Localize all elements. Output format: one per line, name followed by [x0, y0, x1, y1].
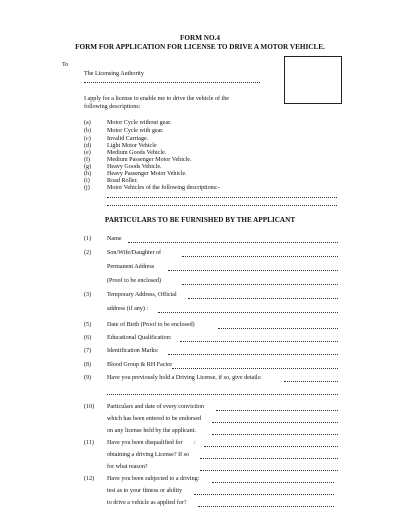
official-address-label: address (if any) :: [107, 306, 149, 312]
intro-line-2: following descriptions:: [84, 104, 141, 110]
driving-test-label: Have you been subjected to a driving:: [107, 476, 200, 482]
vehicle-label: Invalid Carriage.: [107, 136, 149, 142]
date-of-birth-label: Date of Birth (Proof to be enclosed): [107, 322, 195, 328]
relation-input-line[interactable]: [182, 256, 338, 257]
field-number: (5): [84, 322, 92, 328]
disqualified-input-line[interactable]: [204, 446, 338, 447]
vehicle-code: (a): [84, 120, 91, 126]
particulars-heading: PARTICULARS TO BE FURNISHED BY THE APPLICANT: [104, 216, 296, 224]
education-input-line[interactable]: [180, 341, 338, 342]
driving-test-input-line-3[interactable]: [198, 506, 334, 507]
field-number: (9): [84, 375, 92, 381]
vehicle-description-line-1[interactable]: [107, 197, 337, 198]
permanent-address-proof-label: (Proof to be enclosed): [107, 278, 161, 284]
field-number: (8): [84, 362, 92, 368]
vehicle-code: (h): [84, 171, 92, 177]
identification-marks-input-line[interactable]: [168, 354, 338, 355]
to-label: To: [62, 62, 69, 68]
intro-line-1: I apply for a license to enable me to drive the vehicle of the: [84, 96, 230, 102]
name-label: Name: [107, 236, 122, 242]
field-number: (3): [84, 292, 92, 298]
conviction-license-label: on any license held by the applicant.: [107, 428, 196, 434]
permanent-address-label: Permanent Address: [107, 264, 155, 270]
conviction-endorsed-label: which has been entered to be endorsed: [107, 416, 202, 422]
previous-license-input-line-2[interactable]: [107, 394, 338, 395]
vehicle-label: Heavy Goods Vehicle.: [107, 164, 162, 170]
vehicle-label: Motor Cycle without gear.: [107, 120, 172, 126]
disqualified-obtaining-label: obtaining a driving License? If so: [107, 452, 190, 458]
vehicle-label: Motor Cycle with gear.: [107, 128, 164, 134]
vehicle-code: (j): [84, 185, 90, 191]
authority-fill-line[interactable]: [84, 82, 260, 83]
vehicle-label: Light Motor Vehicle: [107, 143, 157, 149]
disqualified-label: Have you been disqualified for: [107, 440, 183, 446]
driving-test-fitness-label: test as to your fitness or ability: [107, 488, 183, 494]
form-title: FORM FOR APPLICATION FOR LICENSE TO DRIVE A MOTOR VEHICLE.: [75, 43, 325, 51]
disqualified-input-line-2[interactable]: [200, 458, 338, 459]
education-label: Educational Qualification:: [107, 335, 172, 341]
vehicle-code: (c): [84, 136, 91, 142]
disqualified-reason-input-line[interactable]: [200, 470, 338, 471]
driving-test-input-line[interactable]: [212, 482, 334, 483]
field-number: (11): [84, 440, 94, 446]
previous-license-input-line[interactable]: [284, 381, 338, 382]
conviction-input-line-3[interactable]: [212, 434, 338, 435]
identification-marks-label: Identification Marks:: [107, 348, 159, 354]
field-number: (12): [84, 476, 95, 482]
blood-group-label: Blood Group & RH Factor: [107, 362, 173, 368]
disqualified-colon: :: [194, 440, 196, 446]
temporary-address-label: Temporary Address, Official: [107, 292, 177, 298]
vehicle-label: Medium Passenger Motor Vehicle.: [107, 157, 192, 163]
temporary-address-input-line[interactable]: [188, 298, 338, 299]
vehicle-label: Heavy Passenger Motor Vehicle.: [107, 171, 187, 177]
field-number: (10): [84, 404, 95, 410]
vehicle-code: (d): [84, 143, 92, 149]
photo-box: [284, 56, 342, 104]
conviction-input-line-2[interactable]: [212, 422, 338, 423]
permanent-address-input-line-2[interactable]: [182, 284, 338, 285]
vehicle-code: (f): [84, 157, 91, 163]
vehicle-code: (g): [84, 164, 92, 170]
driving-test-vehicle-label: to drive a vehicle as applied for?: [107, 500, 187, 506]
name-input-line[interactable]: [128, 242, 338, 243]
permanent-address-input-line[interactable]: [168, 270, 338, 271]
vehicle-label: Road Roller.: [107, 178, 138, 184]
conviction-label: Particulars and date of every conviction: [107, 404, 204, 410]
field-number: (2): [84, 250, 92, 256]
conviction-input-line[interactable]: [216, 410, 338, 411]
disqualified-reason-label: for what reason?: [107, 464, 148, 470]
date-of-birth-input-line[interactable]: [218, 328, 338, 329]
field-number: (6): [84, 335, 92, 341]
official-address-input-line[interactable]: [158, 312, 338, 313]
vehicle-code: (i): [84, 178, 90, 184]
blood-group-input-line[interactable]: [172, 368, 338, 369]
relation-label: Son/Wife/Daughter of: [107, 250, 162, 256]
previous-license-label: Have you previously hold a Driving License, if so, give details:: [107, 375, 262, 381]
vehicle-label: Medium Goods Vehicle.: [107, 150, 167, 156]
field-number: (1): [84, 236, 92, 242]
form-number: FORM NO.4: [180, 34, 220, 42]
field-number: (7): [84, 348, 92, 354]
driving-test-input-line-2[interactable]: [194, 494, 334, 495]
authority-label: The Licensing Authority: [84, 71, 144, 77]
vehicle-code: (e): [84, 150, 91, 156]
vehicle-code: (b): [84, 128, 92, 134]
vehicle-description-line-2[interactable]: [107, 205, 337, 206]
vehicle-label: Motor Vehicles of the following descriptions:-: [107, 185, 220, 191]
